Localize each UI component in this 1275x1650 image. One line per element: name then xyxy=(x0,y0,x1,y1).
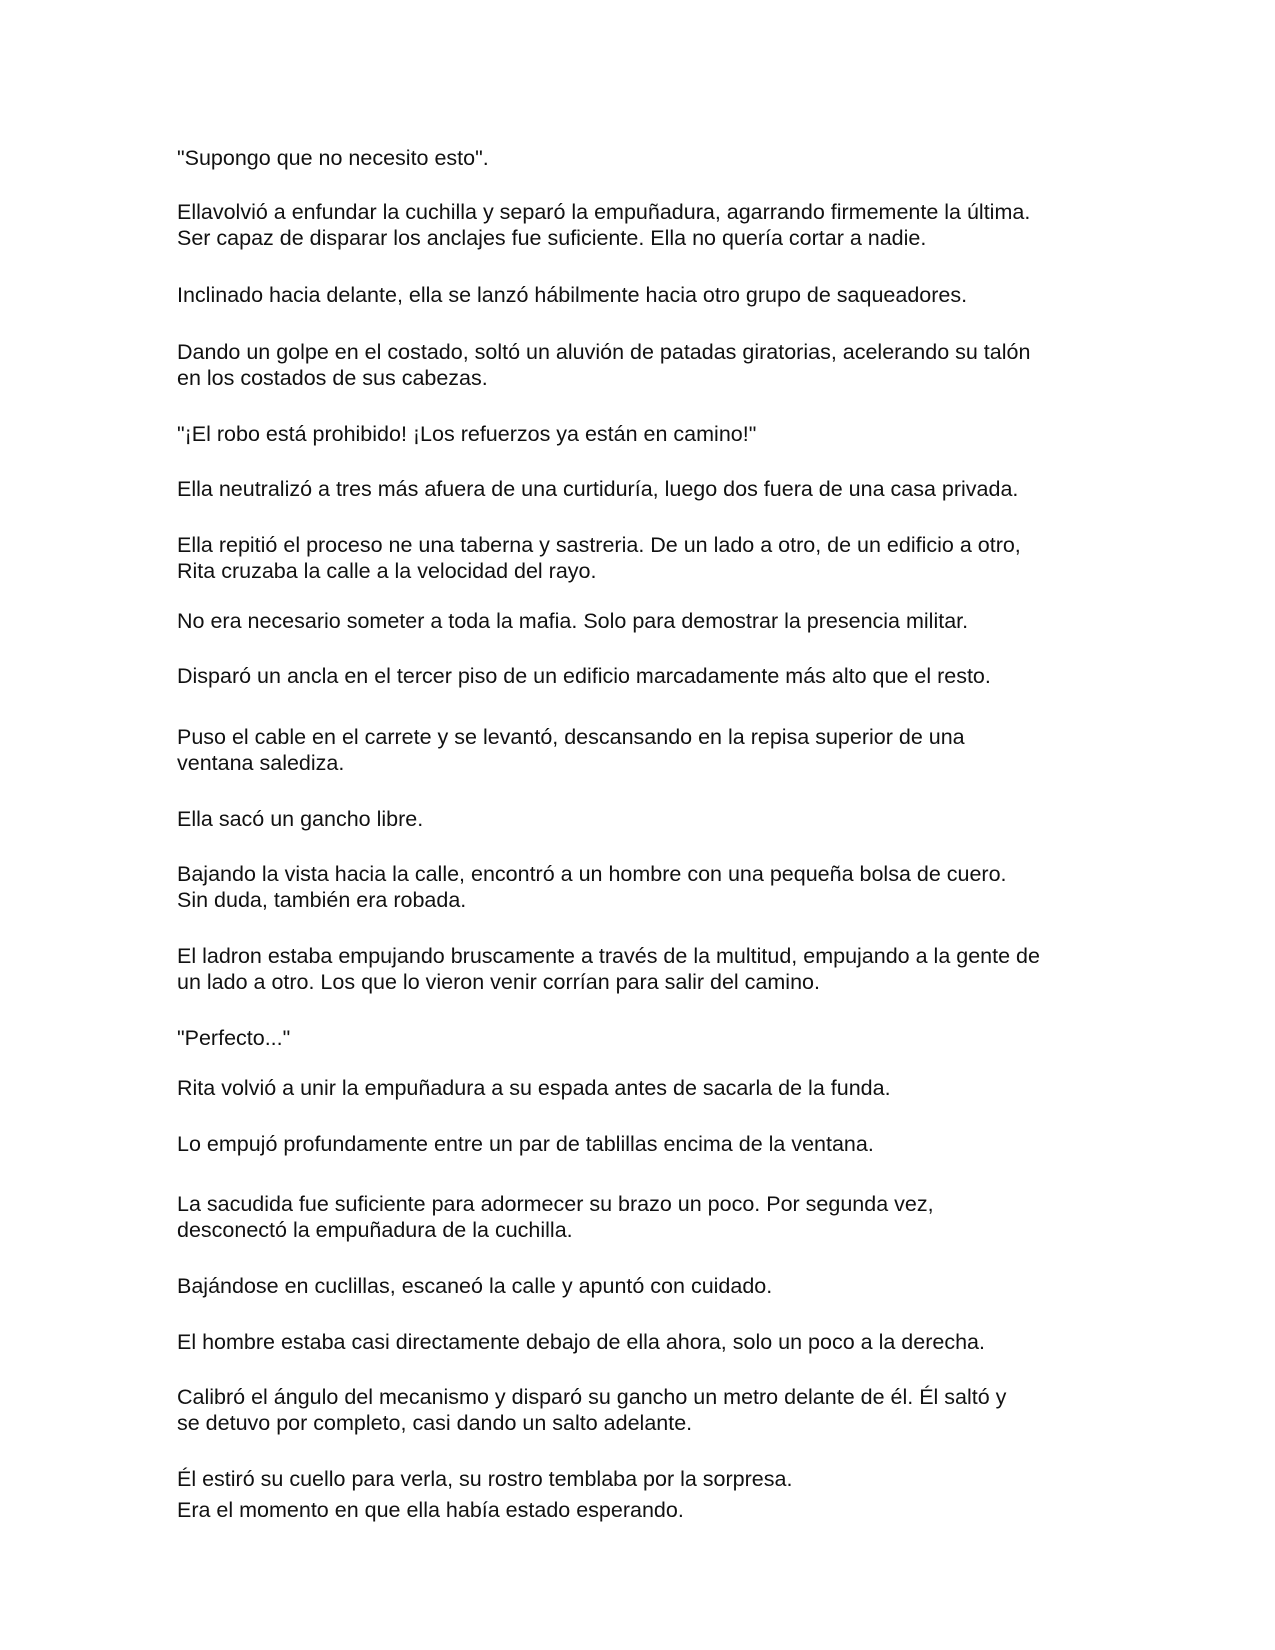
text-line: Calibró el ángulo del mecanismo y disparó su gancho un metro delante de él. Él saltó y xyxy=(177,1385,1007,1409)
text-line: Inclinado hacia delante, ella se lanzó hábilmente hacia otro grupo de saqueadores. xyxy=(177,283,968,307)
text-line: Bajándose en cuclillas, escaneó la calle y apuntó con cuidado. xyxy=(177,1274,773,1298)
text-line: Ella repitió el proceso ne una taberna y sastreria. De un lado a otro, de un edificio a otro, xyxy=(177,533,1021,557)
text-line: Lo empujó profundamente entre un par de tablillas encima de la ventana. xyxy=(177,1132,874,1156)
text-line: Él estiró su cuello para verla, su rostro temblaba por la sorpresa. xyxy=(177,1467,793,1491)
text-line: Rita cruzaba la calle a la velocidad del rayo. xyxy=(177,559,597,583)
text-line: "¡El robo está prohibido! ¡Los refuerzos ya están en camino!" xyxy=(177,422,757,446)
text-line: Ella sacó un gancho libre. xyxy=(177,807,424,831)
text-line: Bajando la vista hacia la calle, encontró a un hombre con una pequeña bolsa de cuero. xyxy=(177,862,1007,886)
text-line: desconectó la empuñadura de la cuchilla. xyxy=(177,1218,573,1242)
text-line: Ser capaz de disparar los anclajes fue suficiente. Ella no quería cortar a nadie. xyxy=(177,226,927,250)
text-line: en los costados de sus cabezas. xyxy=(177,366,488,390)
text-line: Ellavolvió a enfundar la cuchilla y separó la empuñadura, agarrando firmemente la última. xyxy=(177,200,1031,224)
text-line: El hombre estaba casi directamente debajo de ella ahora, solo un poco a la derecha. xyxy=(177,1330,985,1354)
text-line: Sin duda, también era robada. xyxy=(177,888,467,912)
text-line: Dando un golpe en el costado, soltó un aluvión de patadas giratorias, acelerando su talón xyxy=(177,340,1031,364)
text-line: Rita volvió a unir la empuñadura a su espada antes de sacarla de la funda. xyxy=(177,1076,891,1100)
text-line: El ladron estaba empujando bruscamente a través de la multitud, empujando a la gente de xyxy=(177,944,1040,968)
text-line: Disparó un ancla en el tercer piso de un edificio marcadamente más alto que el resto. xyxy=(177,664,991,688)
text-line: Puso el cable en el carrete y se levantó, descansando en la repisa superior de una xyxy=(177,725,965,749)
text-line: Era el momento en que ella había estado esperando. xyxy=(177,1498,684,1522)
text-line: "Supongo que no necesito esto". xyxy=(177,146,489,170)
text-line: se detuvo por completo, casi dando un salto adelante. xyxy=(177,1411,693,1435)
text-line: No era necesario someter a toda la mafia. Solo para demostrar la presencia militar. xyxy=(177,609,969,633)
text-line: un lado a otro. Los que lo vieron venir corrían para salir del camino. xyxy=(177,970,820,994)
text-line: Ella neutralizó a tres más afuera de una curtiduría, luego dos fuera de una casa privada. xyxy=(177,477,1019,501)
text-line: ventana salediza. xyxy=(177,751,345,775)
text-line: La sacudida fue suficiente para adormecer su brazo un poco. Por segunda vez, xyxy=(177,1192,934,1216)
text-line: "Perfecto..." xyxy=(177,1026,291,1050)
